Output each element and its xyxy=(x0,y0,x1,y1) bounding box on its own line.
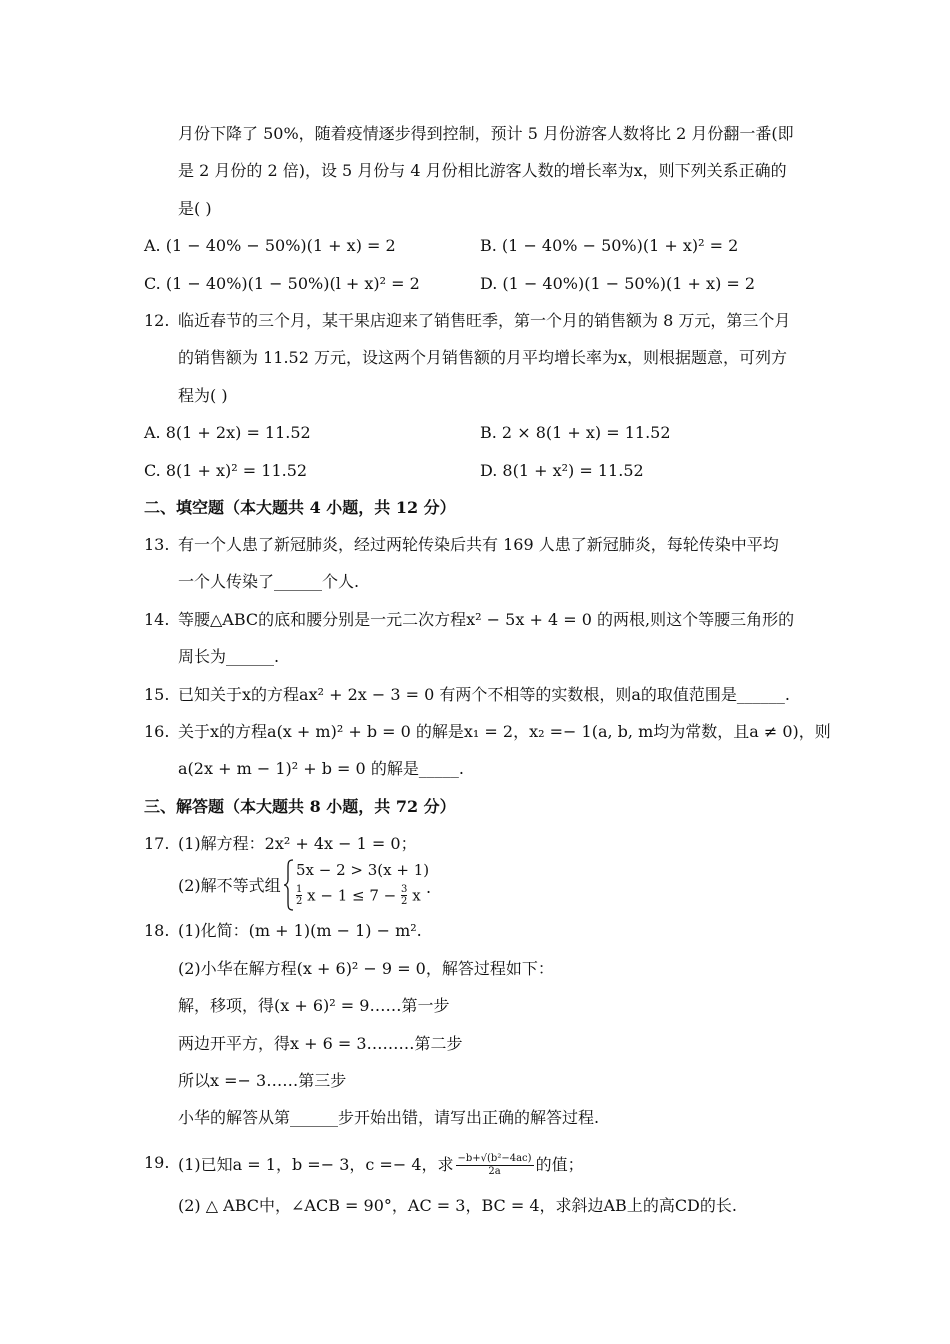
q13-text-line1: 有一个人患了新冠肺炎，经过两轮传染后共有 169 人患了新冠肺炎，每轮传染中平均 xyxy=(178,535,779,554)
q14-text-line1: 等腰△ABC的底和腰分别是一元二次方程x² − 5x + 4 = 0 的两根,则这个等腰三角形的 xyxy=(178,610,795,629)
q11-option-a: A. (1 − 40% − 50%)(1 + x) = 2 xyxy=(144,236,396,255)
q12-text-line1: 临近春节的三个月，某干果店迎来了销售旺季，第一个月的销售额为 8 万元，第三个月 xyxy=(178,311,791,330)
q13-number: 13. xyxy=(144,535,170,554)
q14-text-line2: 周长为______. xyxy=(178,647,280,666)
q17-part1: (1)解方程：2x² + 4x − 1 = 0； xyxy=(178,834,417,853)
left-brace-icon xyxy=(282,858,296,912)
q11-option-b: B. (1 − 40% − 50%)(1 + x)² = 2 xyxy=(480,236,739,255)
q16-text-line2: a(2x + m − 1)² + b = 0 的解是_____. xyxy=(178,759,464,778)
q19-part1 xyxy=(178,1153,584,1178)
q15-text-line1: 已知关于x的方程ax² + 2x − 3 = 0 有两个不相等的实数根，则a的取值范围是______. xyxy=(178,685,791,704)
q17-number: 17. xyxy=(144,834,170,853)
q11-option-c: C. (1 − 40%)(1 − 50%)(l + x)² = 2 xyxy=(144,274,420,293)
q18-step2: 两边开平方，得x + 6 = 3………第二步 xyxy=(178,1034,463,1053)
q18-ask: 小华的解答从第______步开始出错，请写出正确的解答过程. xyxy=(178,1108,600,1127)
section-fill-in-heading: 二、填空题（本大题共 4 小题，共 12 分） xyxy=(144,498,456,517)
q18-step1: 解，移项，得(x + 6)² = 9……第一步 xyxy=(178,996,450,1015)
q12-option-c: C. 8(1 + x)² = 11.52 xyxy=(144,461,308,480)
q12-option-d: D. 8(1 + x²) = 11.52 xyxy=(480,461,644,480)
q13-text-line2: 一个人传染了______个人. xyxy=(178,572,360,591)
section-solve-heading: 三、解答题（本大题共 8 小题，共 72 分） xyxy=(144,797,456,816)
q14-number: 14. xyxy=(144,610,170,629)
frac-1-2-numerator: 1 xyxy=(296,884,303,895)
q11-text-line3: 是( ) xyxy=(178,199,212,218)
q19-part1-suffix: 的值； xyxy=(535,1155,584,1174)
quadratic-formula-fraction xyxy=(456,1153,534,1178)
frac-1-2-denominator: 2 xyxy=(296,896,303,907)
q19-number: 19. xyxy=(144,1153,170,1172)
inequality-system xyxy=(282,858,442,912)
q19-part1-prefix: (1)已知a = 1，b =− 3，c =− 4，求 xyxy=(178,1155,454,1174)
q11-option-d: D. (1 − 40%)(1 − 50%)(1 + x) = 2 xyxy=(480,274,756,293)
frac-3-2-denominator: 2 xyxy=(401,896,408,907)
q12-option-b: B. 2 × 8(1 + x) = 11.52 xyxy=(480,423,671,442)
q16-number: 16. xyxy=(144,722,170,741)
q18-step3: 所以x =− 3……第三步 xyxy=(178,1071,347,1090)
q11-text-line1: 月份下降了 50%，随着疫情逐步得到控制，预计 5 月份游客人数将比 2 月份翻一番(即 xyxy=(178,124,794,143)
inequality-2-end: x xyxy=(412,886,421,905)
q11-text-line2: 是 2 月份的 2 倍)，设 5 月份与 4 月份相比游客人数的增长率为x，则下列关系正确的 xyxy=(178,161,787,180)
q16-text-line1: 关于x的方程a(x + m)² + b = 0 的解是x₁ = 2，x₂ =− 1(a, b, m均为常数，且a ≠ 0)，则 xyxy=(178,722,831,741)
q12-option-a: A. 8(1 + 2x) = 11.52 xyxy=(144,423,311,442)
q19-part2: (2) △ ABC中，∠ACB = 90°，AC = 3，BC = 4，求斜边AB上的高CD的长. xyxy=(178,1196,737,1215)
formula-denominator: 2a xyxy=(488,1166,501,1177)
q12-number: 12. xyxy=(144,311,170,330)
q12-text-line3: 程为( ) xyxy=(178,386,228,405)
q12-text-line2: 的销售额为 11.52 万元，设这两个月销售额的月平均增长率为x，则根据题意，可列方 xyxy=(178,348,788,367)
frac-3-2-numerator: 3 xyxy=(401,884,408,895)
inequality-2-mid: x − 1 ≤ 7 − xyxy=(307,886,397,905)
inequality-2 xyxy=(296,884,421,912)
q18-number: 18. xyxy=(144,921,170,940)
q17-part2-suffix: . xyxy=(426,878,432,897)
q18-part2: (2)小华在解方程(x + 6)² − 9 = 0，解答过程如下： xyxy=(178,959,554,978)
inequality-1: 5x − 2 > 3(x + 1) xyxy=(296,861,430,879)
q18-part1: (1)化简：(m + 1)(m − 1) − m². xyxy=(178,921,422,940)
q15-number: 15. xyxy=(144,685,170,704)
q17-part2-prefix: (2)解不等式组 xyxy=(178,876,281,895)
formula-numerator: −b+√(b²−4ac) xyxy=(457,1153,532,1164)
